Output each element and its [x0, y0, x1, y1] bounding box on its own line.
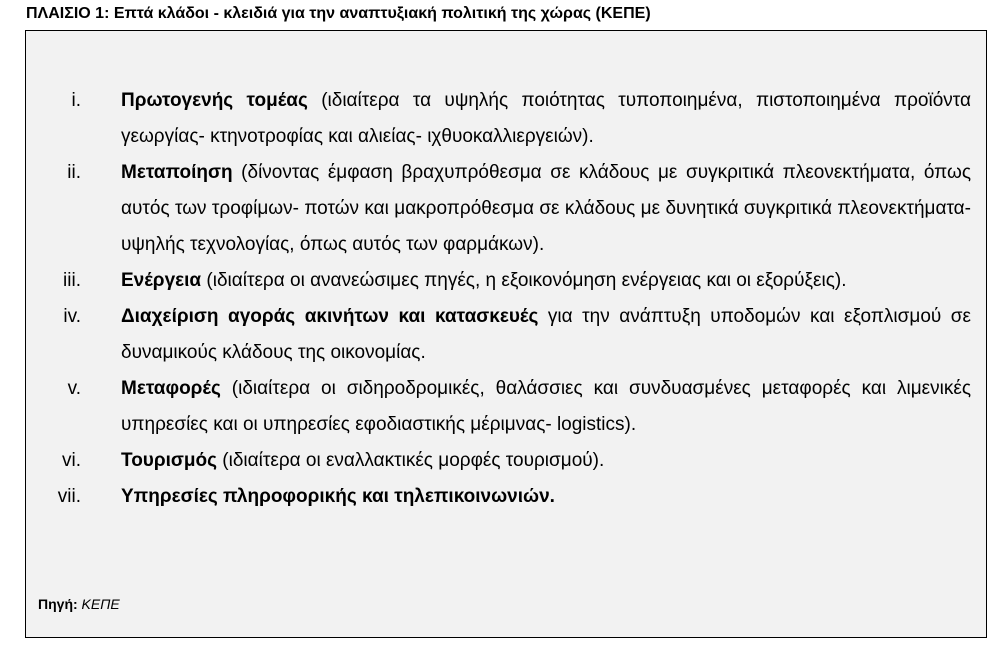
item-text: (ιδιαίτερα τα υψηλής ποιότητας τυποποιημένα, πιστοποιημένα προϊόντα γεωργίας- κτηνοτροφίας και αλιείας- ιχθυοκαλλιεργειών).: [121, 90, 971, 147]
list-item-transport: [26, 371, 986, 443]
list-numeral: vi.: [62, 450, 81, 471]
item-heading: Τουρισμός: [121, 450, 218, 471]
list-numeral: v.: [67, 378, 81, 399]
list-numeral: iii.: [63, 270, 81, 291]
item-text: (δίνοντας έμφαση βραχυπρόθεσμα σε κλάδους με συγκριτικά πλεονεκτήματα, όπως αυτός των τροφίμων- ποτών και μακροπρόθεσμα σε κλάδους με δυνητικά συγκριτικά πλεονεκτήματα- υψηλής τεχνολογίας, όπως αυτός των φαρμάκων).: [121, 162, 971, 255]
list-item-tourism: [26, 443, 986, 479]
item-heading: Μεταφορές: [121, 378, 221, 399]
list-numeral: i.: [71, 90, 81, 111]
sector-list: [26, 83, 986, 515]
list-numeral: ii.: [67, 162, 81, 183]
list-item-ict-services: [26, 479, 986, 515]
box-title: ΠΛΑΙΣΙΟ 1: Επτά κλάδοι - κλειδιά για την αναπτυξιακή πολιτική της χώρας (ΚΕΠΕ): [26, 5, 651, 22]
list-item-primary-sector: [26, 83, 986, 155]
list-item-manufacturing: [26, 155, 986, 263]
content-box: [25, 30, 987, 638]
list-numeral: vii.: [57, 486, 81, 507]
item-heading: Πρωτογενής τομέας: [121, 90, 308, 111]
item-text: για την ανάπτυξη υποδομών και εξοπλισμού σε δυναμικούς κλάδους της οικονομίας.: [121, 306, 971, 363]
item-heading: Μεταποίηση: [121, 162, 233, 183]
item-text: (ιδιαίτερα οι σιδηροδρομικές, θαλάσσιες και συνδυασμένες μεταφορές και λιμενικές υπηρεσίες και οι υπηρεσίες εφοδιαστικής μέριμνας- logistics).: [121, 378, 971, 435]
list-item-energy: [26, 263, 986, 299]
source-label: Πηγή:: [38, 596, 78, 612]
item-heading: Ενέργεια: [121, 270, 202, 291]
list-item-real-estate: [26, 299, 986, 371]
item-heading: Υπηρεσίες πληροφορικής και τηλεπικοινωνιών.: [121, 486, 555, 507]
item-text: (ιδιαίτερα οι ανανεώσιμες πηγές, η εξοικονόμηση ενέργειας και οι εξορύξεις).: [201, 270, 847, 291]
item-text: (ιδιαίτερα οι εναλλακτικές μορφές τουρισμού).: [217, 450, 605, 471]
item-heading: Διαχείριση αγοράς ακινήτων και κατασκευές: [121, 306, 539, 327]
source-note: [38, 596, 120, 612]
list-numeral: iv.: [63, 306, 81, 327]
source-value: ΚΕΠΕ: [77, 596, 120, 612]
